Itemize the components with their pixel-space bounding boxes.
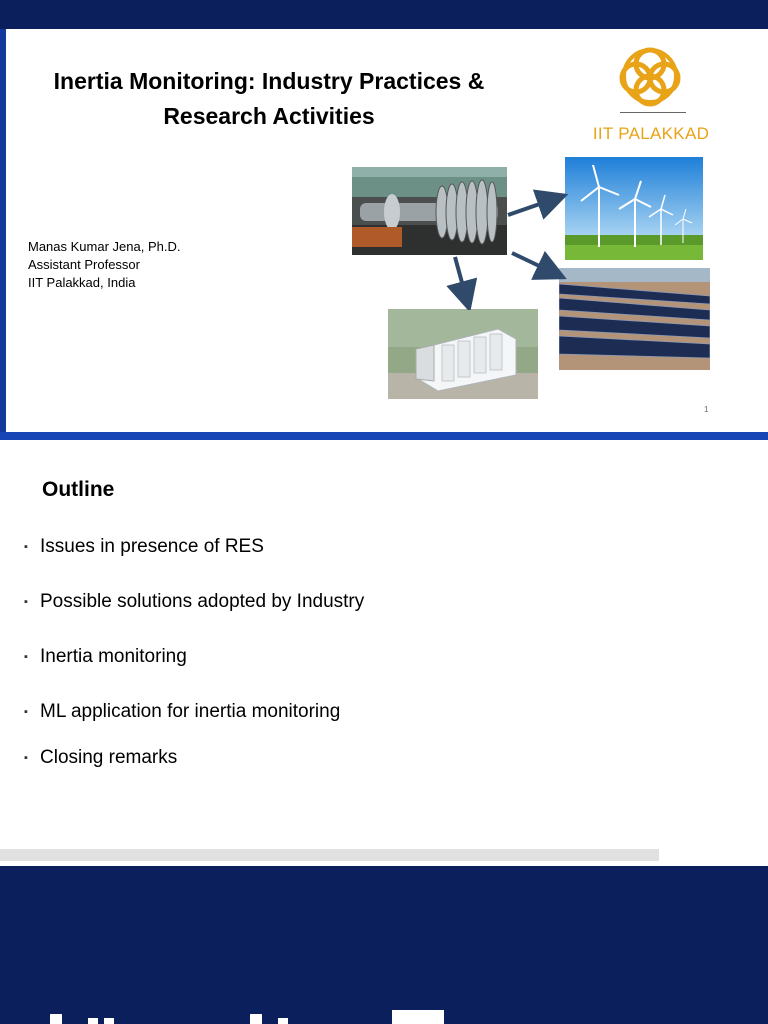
outline-item-text: Closing remarks [40,747,178,768]
author-block [28,238,180,292]
outline-item-text: ML application for inertia monitoring [40,701,341,722]
wind-turbines-photo [565,157,703,260]
outline-item [24,701,340,723]
bullet-mark: ▪ [24,650,28,663]
outline-item [24,536,264,558]
author-affiliation: IIT Palakkad, India [28,275,136,290]
slide-left-accent-bar [0,29,6,433]
cropped-title-glyphs [0,1004,768,1024]
slide-title-line-1: Inertia Monitoring: Industry Practices & [53,68,485,94]
solar-panels-photo [559,268,710,370]
next-slide-preview [0,866,768,1024]
slide-bottom-gray-bar [0,849,659,861]
outline-item [24,747,177,769]
bullet-mark: ▪ [24,595,28,608]
slide-top-bar [0,0,768,29]
outline-heading: Outline [42,478,115,501]
battery-storage-photo [388,309,538,399]
outline-item-text: Inertia monitoring [40,646,187,667]
page-number: 1 [704,405,709,414]
flow-arrows [440,185,570,310]
author-name: Manas Kumar Jena, Ph.D. [28,239,181,254]
outline-item [24,591,364,613]
author-role: Assistant Professor [28,257,140,272]
bullet-mark: ▪ [24,705,28,718]
outline-item [24,646,187,668]
outline-item-text: Possible solutions adopted by Industry [40,591,365,612]
slide-title-line-2: Research Activities [163,103,375,129]
outline-item-text: Issues in presence of RES [40,536,264,557]
bullet-mark: ▪ [24,751,28,764]
slide-title [24,64,514,134]
logo-divider [620,112,686,113]
logo-text: IIT PALAKKAD [592,124,710,143]
slide-separator [0,432,768,440]
bullet-mark: ▪ [24,540,28,553]
